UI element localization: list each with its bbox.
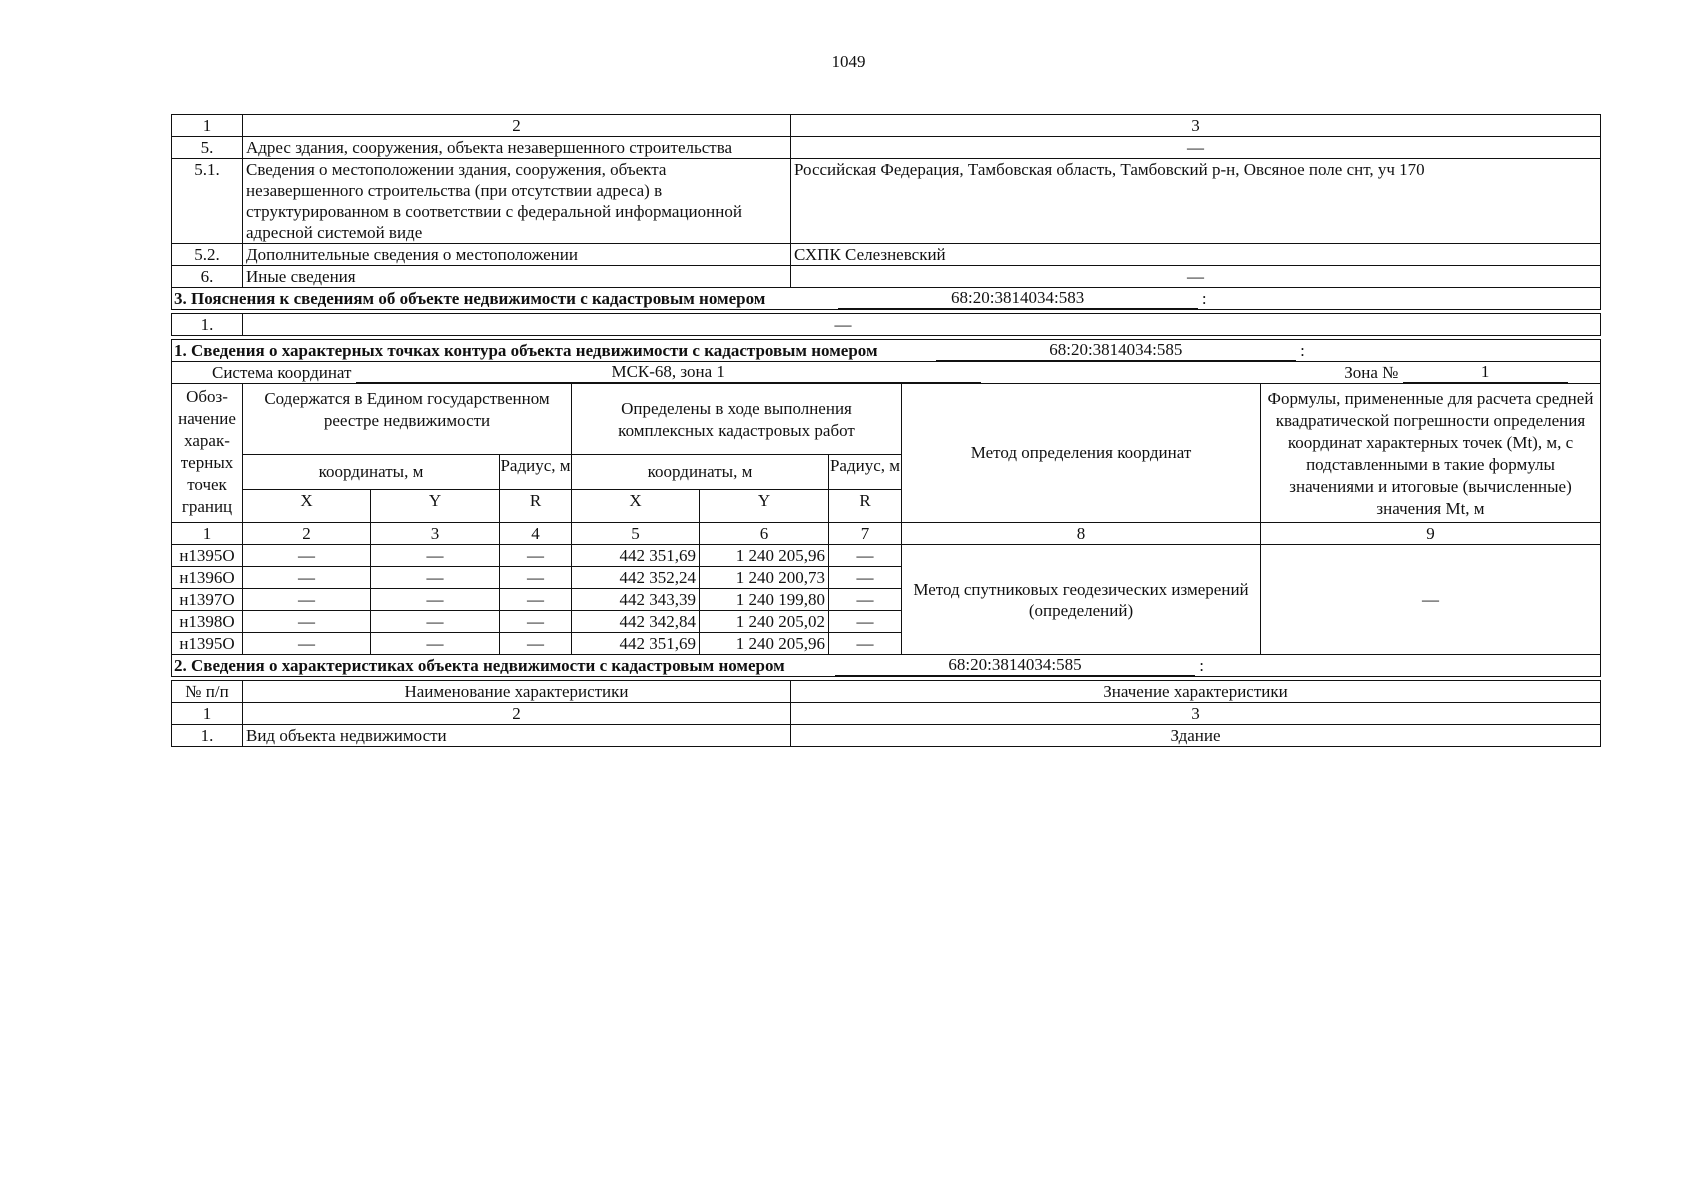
row-value: — (243, 314, 1601, 336)
point-y-egrn: — (371, 633, 500, 655)
column-number: 1 (172, 523, 243, 545)
column-number: 6 (700, 523, 829, 545)
header-cell: 3 (791, 115, 1601, 137)
point-y-kkr: 1 240 205,02 (700, 611, 829, 633)
designation-header: Обоз-начение харак-терных точек границ (172, 384, 243, 523)
column-number: 4 (500, 523, 572, 545)
point-r-kkr: — (829, 589, 902, 611)
row-number: 5.2. (172, 244, 243, 266)
point-x-egrn: — (243, 611, 371, 633)
table-row (172, 159, 1601, 244)
egrn-x-header: X (243, 489, 371, 522)
point-y-kkr: 1 240 199,80 (700, 589, 829, 611)
point-id: н1398О (172, 611, 243, 633)
row-value: — (791, 137, 1601, 159)
row-name: Сведения о местоположении здания, сооружения, объекта незавершенного строительства (при отсутствии адреса) в структурированном в соответствии с федеральной информационной адресной системой виде (243, 159, 791, 244)
row-value: СХПК Селезневский (791, 244, 1601, 266)
column-number: 9 (1261, 523, 1601, 545)
kkr-coords-header: координаты, м (572, 455, 829, 490)
method-header: Метод определения координат (902, 384, 1261, 523)
header-cell: 2 (243, 115, 791, 137)
column-number: 2 (243, 523, 371, 545)
section2-title-row (172, 655, 1601, 677)
section2-cadastral-number: 68:20:3814034:585 (835, 655, 1195, 676)
header-cell: Наименование характеристики (243, 681, 791, 703)
point-x-egrn: — (243, 633, 371, 655)
page-number: 1049 (831, 52, 866, 71)
egrn-r-header: R (500, 489, 572, 522)
column-numbers-row (172, 703, 1601, 725)
formulas-header: Формулы, примененные для расчета средней квадратической погрешности определения координат характерных точек (Mt), м, с подставленными в такие формулы значениями и итоговые (вычисленные) значения Mt, м (1261, 384, 1601, 523)
point-id: н1397О (172, 589, 243, 611)
address-table (171, 114, 1601, 310)
section1-cadastral-number: 68:20:3814034:585 (936, 340, 1296, 361)
column-number: 1 (172, 703, 243, 725)
row-name: Дополнительные сведения о местоположении (243, 244, 791, 266)
section1-title: 1. Сведения о характерных точках контура объекта недвижимости с кадастровым номером (174, 341, 878, 360)
section3-title-row (172, 288, 1601, 310)
egrn-header: Содержатся в Едином государственном реестре недвижимости (243, 384, 572, 455)
point-y-egrn: — (371, 611, 500, 633)
section3-title: 3. Пояснения к сведениям об объекте недвижимости с кадастровым номером (174, 289, 766, 308)
egrn-coords-header: координаты, м (243, 455, 500, 490)
table-row (172, 725, 1601, 747)
document-body (171, 114, 1600, 747)
row-number: 1. (172, 725, 243, 747)
method-value: Метод спутниковых геодезических измерений (определений) (902, 545, 1261, 655)
table-row (172, 314, 1601, 336)
header-cell: № п/п (172, 681, 243, 703)
point-r-egrn: — (500, 589, 572, 611)
point-x-kkr: 442 342,84 (572, 611, 700, 633)
point-y-kkr: 1 240 205,96 (700, 545, 829, 567)
column-numbers-row (172, 523, 1601, 545)
row-number: 1. (172, 314, 243, 336)
point-x-egrn: — (243, 545, 371, 567)
zone-value: 1 (1403, 362, 1568, 383)
kkr-r-header: R (829, 489, 902, 522)
points-table (171, 339, 1601, 677)
table-row (172, 244, 1601, 266)
coord-system-label: Система координат (212, 363, 352, 382)
section3-cadastral-number: 68:20:3814034:583 (838, 288, 1198, 309)
point-x-kkr: 442 351,69 (572, 545, 700, 567)
point-x-egrn: — (243, 589, 371, 611)
point-id: н1396О (172, 567, 243, 589)
point-x-kkr: 442 352,24 (572, 567, 700, 589)
row-name: Адрес здания, сооружения, объекта незавершенного строительства (243, 137, 791, 159)
point-r-egrn: — (500, 611, 572, 633)
point-id: н1395О (172, 633, 243, 655)
column-number: 8 (902, 523, 1261, 545)
point-x-egrn: — (243, 567, 371, 589)
point-x-kkr: 442 351,69 (572, 633, 700, 655)
row-value: Здание (791, 725, 1601, 747)
point-r-egrn: — (500, 567, 572, 589)
section1-colon: : (1300, 341, 1305, 360)
kkr-x-header: X (572, 489, 700, 522)
point-y-egrn: — (371, 545, 500, 567)
point-y-kkr: 1 240 205,96 (700, 633, 829, 655)
row-name: Вид объекта недвижимости (243, 725, 791, 747)
column-number: 2 (243, 703, 791, 725)
egrn-y-header: Y (371, 489, 500, 522)
section3-colon: : (1201, 289, 1207, 308)
column-number: 3 (791, 703, 1601, 725)
formulas-value: — (1261, 545, 1601, 655)
section2-colon: : (1199, 656, 1204, 675)
kkr-radius-header: Радиус, м (829, 455, 902, 490)
point-r-egrn: — (500, 545, 572, 567)
row-number: 5.1. (172, 159, 243, 244)
header-cell: 1 (172, 115, 243, 137)
point-y-kkr: 1 240 200,73 (700, 567, 829, 589)
table-row (172, 545, 1601, 567)
point-x-kkr: 442 343,39 (572, 589, 700, 611)
table-row (172, 266, 1601, 288)
point-r-egrn: — (500, 633, 572, 655)
zone-label: Зона № (1344, 363, 1399, 382)
point-y-egrn: — (371, 567, 500, 589)
egrn-radius-header: Радиус, м (500, 455, 572, 490)
row-value: Российская Федерация, Тамбовская область, Тамбовский р-н, Овсяное поле снт, уч 170 (791, 159, 1601, 244)
kkr-y-header: Y (700, 489, 829, 522)
row-number: 5. (172, 137, 243, 159)
point-r-kkr: — (829, 611, 902, 633)
row-name: Иные сведения (243, 266, 791, 288)
column-number: 5 (572, 523, 700, 545)
row-value: — (791, 266, 1601, 288)
point-r-kkr: — (829, 545, 902, 567)
characteristics-table (171, 680, 1601, 747)
row-number: 6. (172, 266, 243, 288)
point-r-kkr: — (829, 633, 902, 655)
point-y-egrn: — (371, 589, 500, 611)
header-cell: Значение характеристики (791, 681, 1601, 703)
column-number: 7 (829, 523, 902, 545)
column-number: 3 (371, 523, 500, 545)
section3-table (171, 313, 1601, 336)
point-r-kkr: — (829, 567, 902, 589)
table-row (172, 137, 1601, 159)
coord-system-value: МСК-68, зона 1 (356, 362, 981, 383)
section1-title-row (172, 340, 1601, 362)
kkr-header: Определены в ходе выполнения комплексных кадастровых работ (572, 384, 902, 455)
section2-title: 2. Сведения о характеристиках объекта недвижимости с кадастровым номером (174, 656, 785, 675)
coord-system-row (172, 362, 1601, 384)
point-id: н1395О (172, 545, 243, 567)
